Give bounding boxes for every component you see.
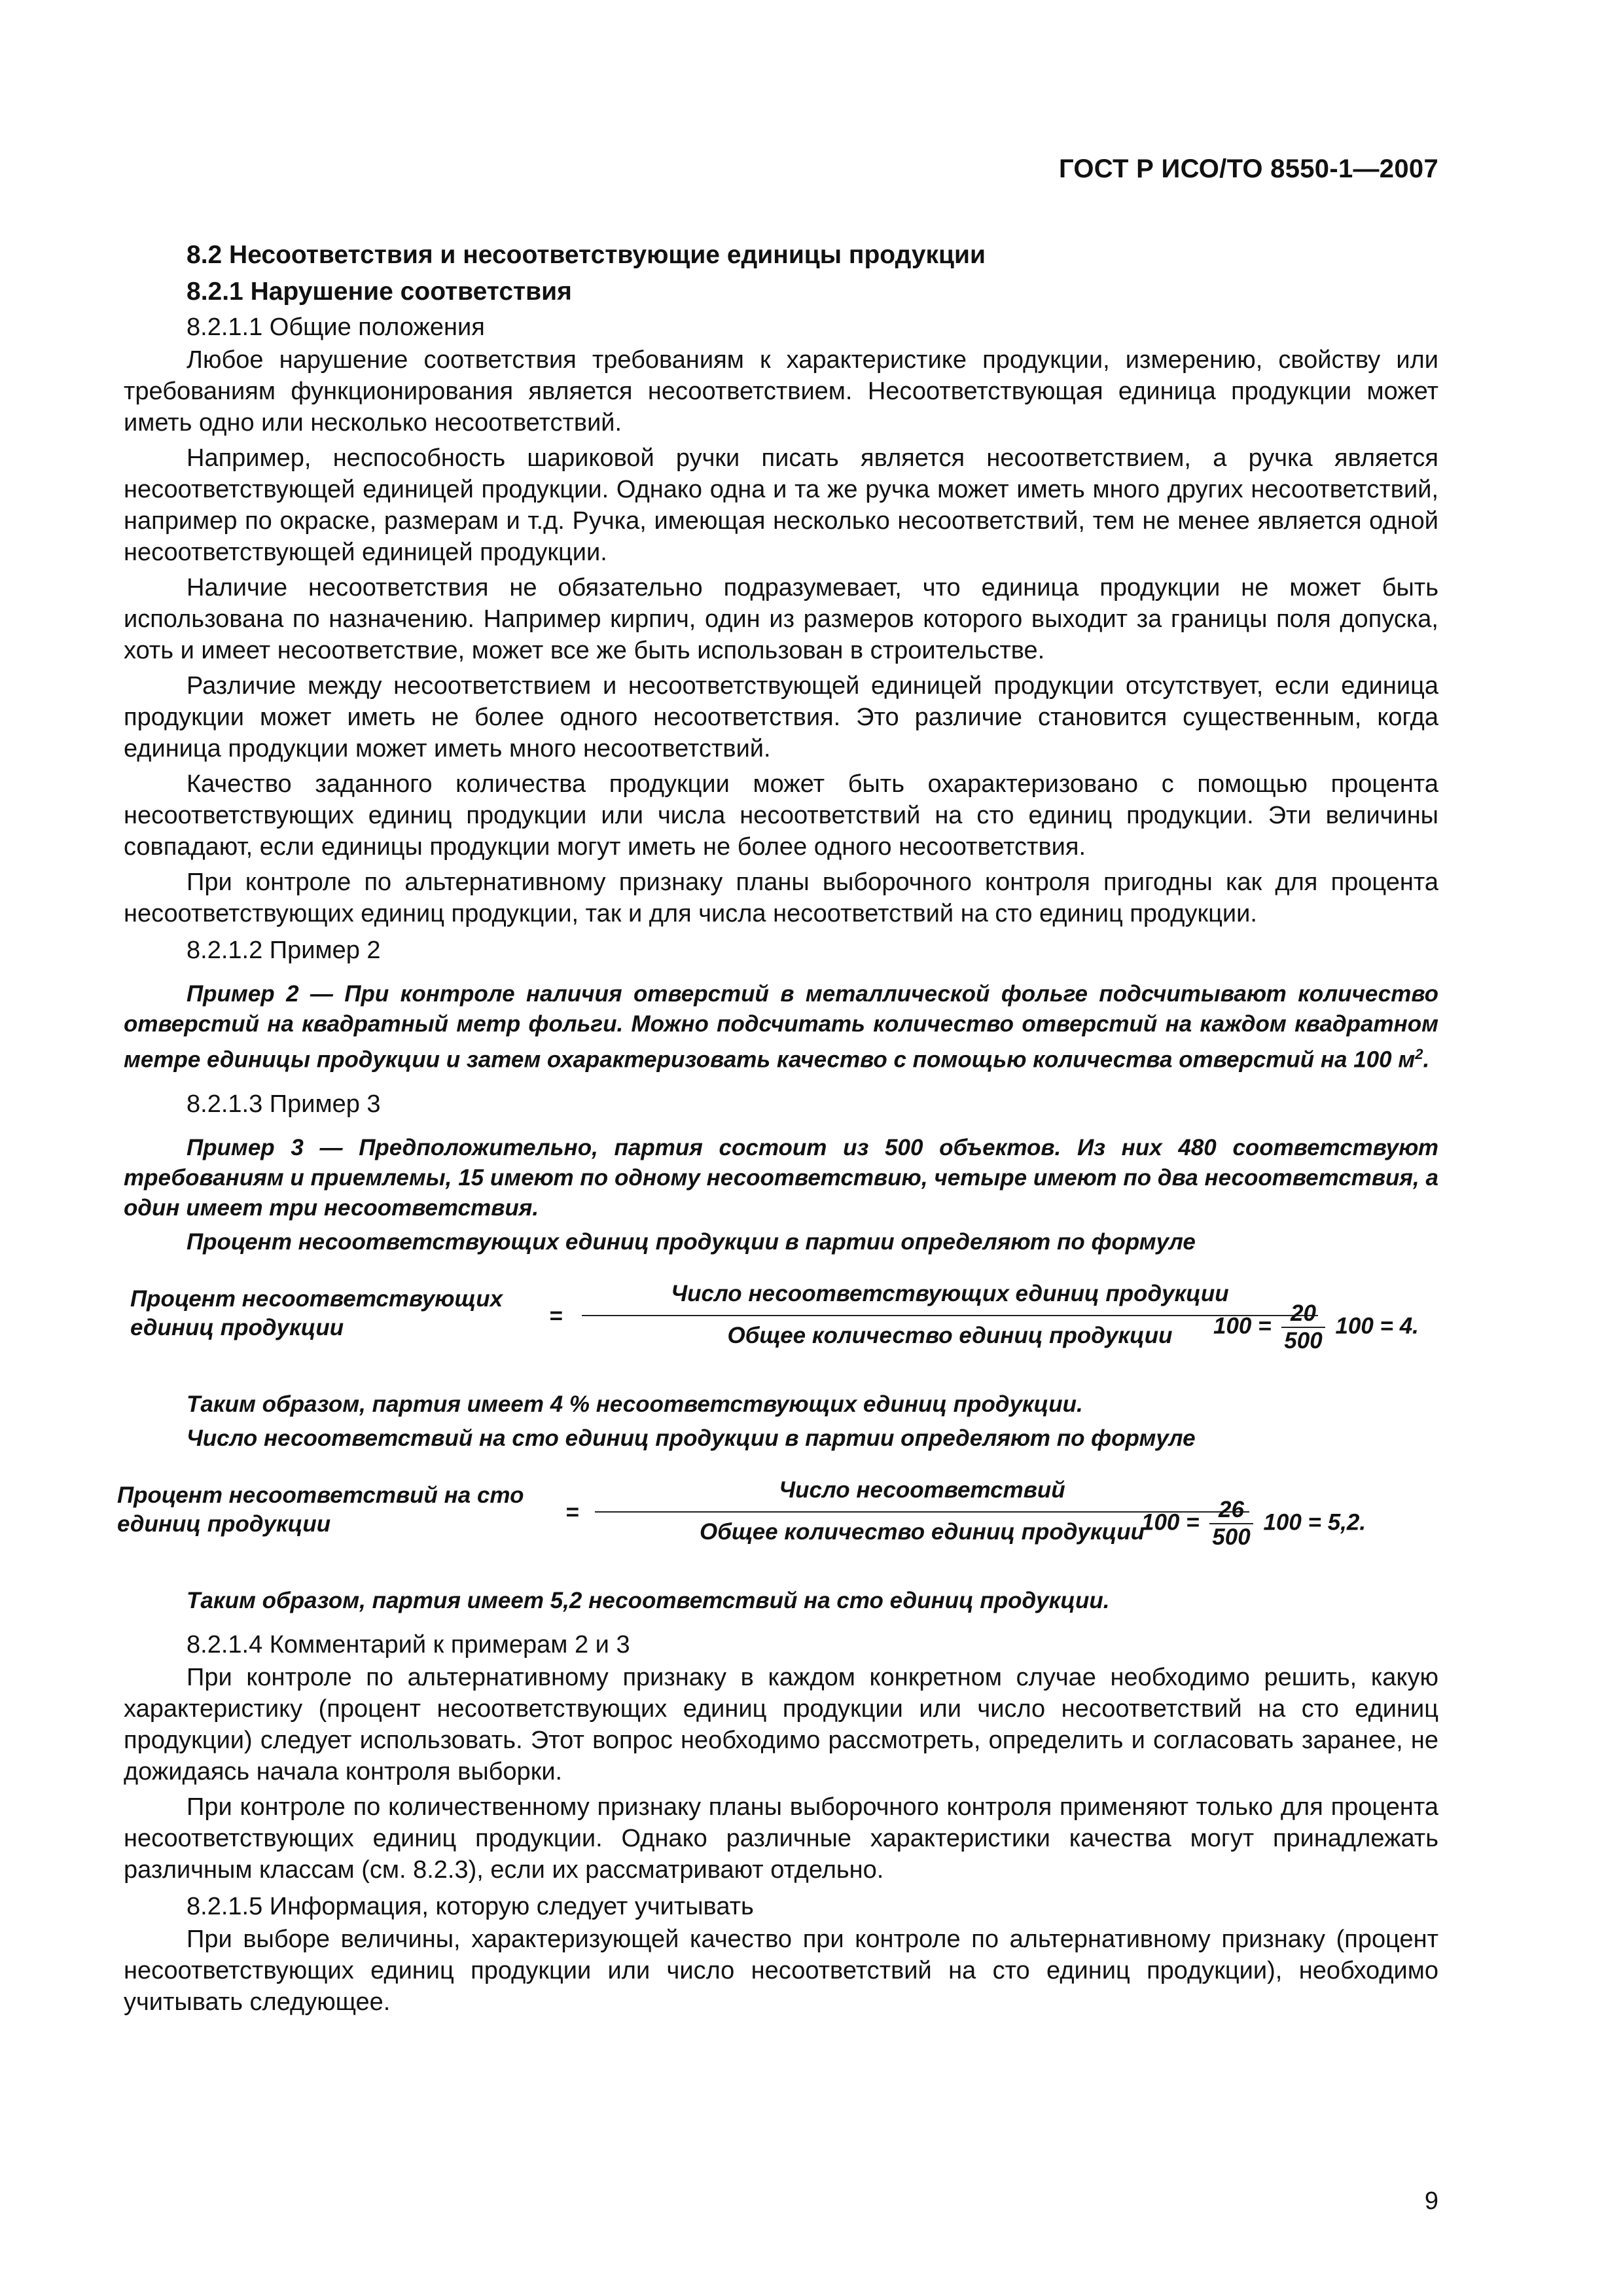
paragraph: Качество заданного количества продукции может быть охарактеризовано с помощью процента несоответствующих единиц продукции или числа несоответствий на сто единиц продукции. Эти величины совпадают, если единицы продукции могут иметь не более одного несоответствия. [124,770,1438,861]
paragraph: При контроле по альтернативному признаку в каждом конкретном случае необходимо решить, какую характеристику (процент несоответствующих единиц продукции или число несоответствий на сто единиц продукции) следует использовать. Этот вопрос необходимо рассмотреть, определить и согласовать заранее, не дожидаясь начала контроля выборки. [124,1663,1438,1785]
paragraph: Любое нарушение соответствия требованиям к характеристике продукции, измерению, свойству или требованиям функционирования является несоответствием. Несоответствующая единица продукции может иметь одно или несколько несоответствий. [124,346,1438,437]
formula-numerator: Число несоответствий [779,1477,1065,1503]
fraction-denominator: 500 [1212,1524,1251,1550]
superscript: 2 [1415,1046,1423,1062]
paragraph: Различие между несоответствием и несоответствующей единицей продукции отсутствует, если единица продукции может иметь не более одного несоответствия. Это различие становится существенным, когда единица продукции может иметь много несоответствий. [124,672,1438,762]
formula-multiplier: 100 = [1213,1312,1272,1338]
formula-intro-2: Число несоответствий на сто единиц продукции в партии определяют по формуле [187,1425,1196,1451]
section-heading: 8.2 Несоответствия и несоответствующие единицы продукции [187,241,986,269]
paragraph: Наличие несоответствия не обязательно подразумевает, что единица продукции не может быть использована по назначению. Например кирпич, один из размеров которого выходит за границы поля допуска, хоть и имеет несоответствие, может все же быть использован в строительстве. [124,574,1438,664]
result-line-1: Таким образом, партия имеет 4 % несоответствующих единиц продукции. [187,1391,1083,1417]
fraction-numerator: 26 [1209,1497,1253,1524]
formula-intro-1: Процент несоответствующих единиц продукции в партии определяют по формуле [187,1229,1196,1255]
example-2-text: Пример 2 — При контроле наличия отверстий в металлической фольге подсчитывают количество отверстий на квадратный метр фольги. Можно подсчитать количество отверстий на каждом квадратном метре единицы продукции и затем охарактеризовать качество с помощью количества отверстий на 100 м [124,981,1438,1073]
paragraph: При выборе величины, характеризующей качество при контроле по альтернативному признаку (процент несоответствующих единиц продукции или число несоответствий на сто единиц продукции), необходимо учитывать следующее. [124,1925,1438,2016]
formula-result-value: 100 = 5,2. [1263,1509,1366,1535]
formula-result [1213,1300,1419,1354]
paragraph: При контроле по альтернативному признаку планы выборочного контроля пригодны как для процента несоответствующих единиц продукции, так и для числа несоответствий на сто единиц продукции. [124,869,1438,927]
example-2-end: . [1423,1047,1430,1073]
clause-title-8-2-1-4: 8.2.1.4 Комментарий к примерам 2 и 3 [187,1630,630,1659]
formula-numerator: Число несоответствующих единиц продукции [671,1280,1229,1306]
formula-left-label [117,1481,524,1539]
paragraph: При контроле по количественному признаку планы выборочного контроля применяют только для процента несоответствующих единиц продукции. Однако различные характеристики качества могут принадлежать различным классам (см. 8.2.3), если их рассматривают отдельно. [124,1793,1438,1884]
formula-multiplier: 100 = [1141,1509,1200,1535]
formula-denominator: Общее количество единиц продукции [727,1322,1173,1348]
formula-result [1141,1497,1366,1551]
formula-nonconformities-per-hundred [117,1471,1438,1569]
numeric-fraction [1209,1497,1253,1551]
formula-result-value: 100 = 4. [1335,1312,1419,1338]
page-content [117,233,1438,2022]
formula-left-line-2: единиц продукции [130,1314,344,1340]
formula-left-line-2: единиц продукции [117,1511,331,1537]
numeric-fraction [1281,1300,1325,1354]
clause-title-8-2-1-2: 8.2.1.2 Пример 2 [187,937,381,964]
document-id: ГОСТ Р ИСО/ТО 8550-1—2007 [1058,154,1438,183]
formula-percent-nonconforming [124,1274,1438,1372]
paragraph: Например, неспособность шариковой ручки писать является несоответствием, а ручка является несоответствующей единицей продукции. Однако одна и та же ручка может иметь много других несоответствий, например по окраске, размерам и т.д. Ручка, имеющая несколько несоответствий, тем не менее является одной несоответствующей единицей продукции. [124,444,1438,566]
subsection-heading: 8.2.1 Нарушение соответствия [187,278,572,306]
formula-left-label [130,1285,503,1342]
clause-title-8-2-1-1: 8.2.1.1 Общие положения [187,314,485,341]
formula-left-line-1: Процент несоответствий на сто [117,1482,524,1508]
formula-equals: = [549,1302,563,1329]
clause-title-8-2-1-5: 8.2.1.5 Информация, которую следует учитывать [187,1892,754,1920]
fraction-numerator: 20 [1281,1300,1325,1328]
example-2 [124,979,1438,1075]
formula-fraction-bar [582,1315,1318,1316]
page-number: 9 [1424,2187,1438,2215]
formula-left-line-1: Процент несоответствующих [130,1285,503,1312]
example-3: Пример 3 — Предположительно, партия состоит из 500 объектов. Из них 480 соответствуют требованиям и приемлемы, 15 имеют по одному несоответствию, четыре имеют по два несоответствия, а один имеет три несоответствия. [124,1134,1438,1221]
clause-title-8-2-1-3: 8.2.1.3 Пример 3 [187,1090,381,1118]
formula-denominator: Общее количество единиц продукции [699,1518,1145,1545]
fraction-denominator: 500 [1284,1327,1323,1354]
result-line-2: Таким образом, партия имеет 5,2 несоответствий на сто единиц продукции. [187,1587,1110,1613]
formula-equals: = [565,1499,579,1525]
